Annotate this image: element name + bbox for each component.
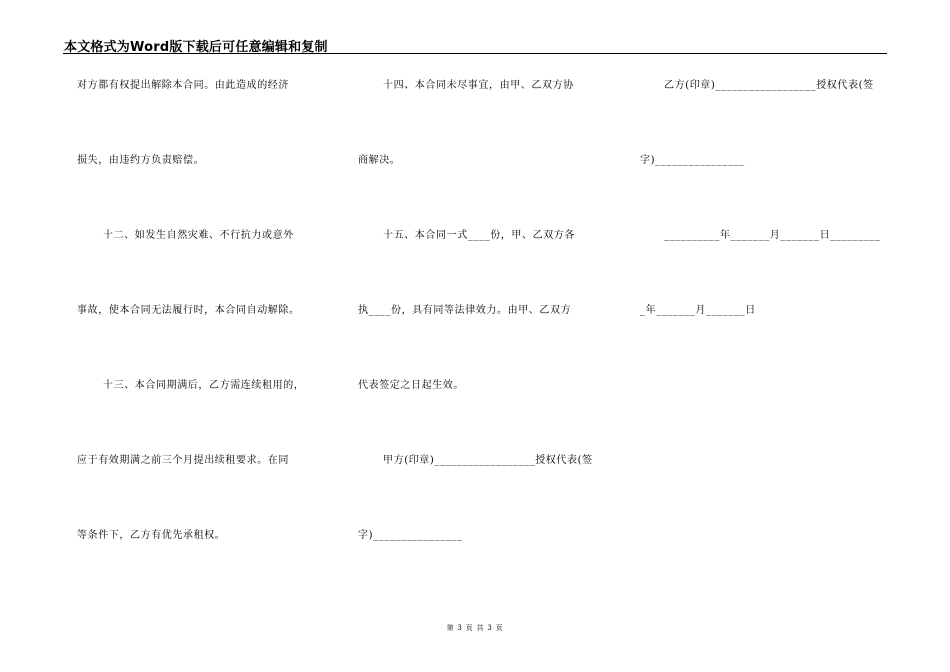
col2-line-4: 执____份，具有同等法律效力。由甲、乙双方 xyxy=(358,305,572,316)
col1-line-3: 十二、如发生自然灾难、不行抗力或意外 xyxy=(103,230,294,241)
col2-line-5: 代表签定之日起生效。 xyxy=(358,380,464,391)
col2-line-3: 十五、本合同一式____份，甲、乙双方各 xyxy=(383,230,575,241)
col1-line-4: 事故，使本合同无法履行时，本合同自动解除。 xyxy=(77,305,300,316)
col3-line-2: 字)________________ xyxy=(640,155,745,166)
col1-line-5: 十三、本合同期满后，乙方需连续租用的， xyxy=(103,380,305,391)
col1-line-6: 应于有效期满之前三个月提出续租要求。在同 xyxy=(77,455,289,466)
col3-line-3: __________年_______月_______日_________ xyxy=(664,230,881,241)
col1-line-1: 对方都有权提出解除本合同。由此造成的经济 xyxy=(77,80,289,91)
document-header-title: 本文格式为Word版下载后可任意编辑和复制 xyxy=(64,40,328,55)
col3-line-4: _年_______月_______日 xyxy=(640,305,756,316)
col2-line-1: 十四、本合同未尽事宜，由甲、乙双方协 xyxy=(383,80,574,91)
col2-line-7: 字)________________ xyxy=(358,530,463,541)
col1-line-2: 损失，由违约方负责赔偿。 xyxy=(77,155,205,166)
col3-line-1: 乙方(印章)__________________授权代表(签 xyxy=(664,80,874,91)
col2-line-2: 商解决。 xyxy=(358,155,401,166)
col1-line-7: 等条件下，乙方有优先承租权。 xyxy=(77,530,226,541)
header-divider xyxy=(63,53,887,54)
col2-line-6: 甲方(印章)__________________授权代表(签 xyxy=(383,455,593,466)
page-number: 第 3 页 共 3 页 xyxy=(446,624,504,632)
